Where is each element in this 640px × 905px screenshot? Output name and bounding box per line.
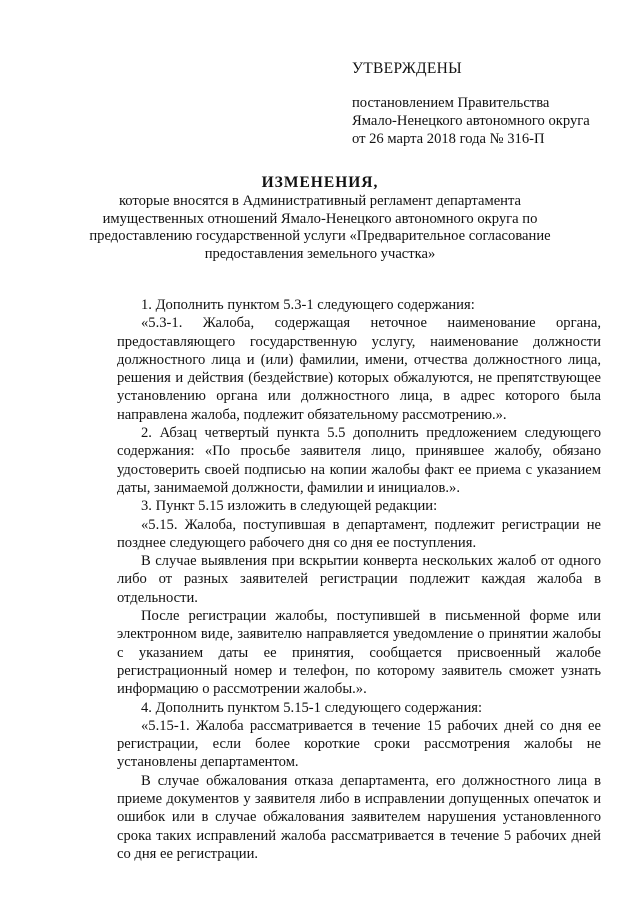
paragraph-2: «5.3-1. Жалоба, содержащая неточное наименование органа, предоставляющего государственную услугу, наименование должности должностного лица и (или) фамилии, имени, отчества должностного лица, решения и действия (бездействие) которых обжалуются, не препятствующее установлению органа или должностного лица, в адрес которого была направлена жалоба, подлежит обязательному рассмотрению.». <box>117 315 601 423</box>
paragraph-1: 1. Дополнить пунктом 5.3-1 следующего содержания: <box>141 297 475 313</box>
paragraph-3: 2. Абзац четвертый пункта 5.5 дополнить предложением следующего содержания: «По просьбе заявителя лицо, принявшее жалобу, обязано удостоверить своей подписью на копии жалобы факт ее приема с указанием даты, занимаемой должности, фамилии и инициалов.». <box>117 425 601 496</box>
approval-line-2: Ямало-Ненецкого автономного округа <box>352 113 590 129</box>
approval-block <box>352 60 622 148</box>
document-title: ИЗМЕНЕНИЯ, <box>261 174 379 191</box>
paragraph-10: В случае обжалования отказа департамента, его должностного лица в приеме документов у заявителя либо в исправлении допущенных опечаток и ошибок или в случае обжалования заявителем нарушения установленного срока таких исправлений жалоба рассматривается в течение 5 рабочих дней со дня ее регистрации. <box>117 772 601 862</box>
approval-line-3: от 26 марта 2018 года № 316-П <box>352 131 545 147</box>
paragraph-7: После регистрации жалобы, поступившей в письменной форме или электронном виде, заявителю направляется уведомление о принятии жалобы с указанием даты ее принятия, сообщается присвоенный жалобе регистрационный номер и телефон, по которому заявитель сможет узнать информацию о рассмотрении жалобы.». <box>117 608 601 698</box>
paragraph-4: 3. Пункт 5.15 изложить в следующей редакции: <box>141 498 438 515</box>
document-subtitle: которые вносятся в Административный регламент департамента имущественных отношений Ямало-Ненецкого автономного округа по предоставлению государственной услуги «Предварительное согласование предоставления земельного участка» <box>89 193 551 262</box>
paragraph-8: 4. Дополнить пунктом 5.15-1 следующего содержания: <box>141 699 483 716</box>
paragraph-5: «5.15. Жалоба, поступившая в департамент, подлежит регистрации не позднее следующего рабочего дня со дня ее поступления. <box>117 516 601 551</box>
approval-line-1: постановлением Правительства <box>352 95 550 111</box>
document-body <box>117 296 601 863</box>
paragraph-9: «5.15-1. Жалоба рассматривается в течение 15 рабочих дней со дня ее регистрации, если более короткие сроки рассмотрения жалобы не установлены департаментом. <box>117 717 601 771</box>
paragraph-6: В случае выявления при вскрытии конверта нескольких жалоб от одного либо от разных заявителей регистрации подлежит каждая жалоба в отдельности. <box>117 553 601 606</box>
approval-heading: УТВЕРЖДЕНЫ <box>352 60 462 77</box>
